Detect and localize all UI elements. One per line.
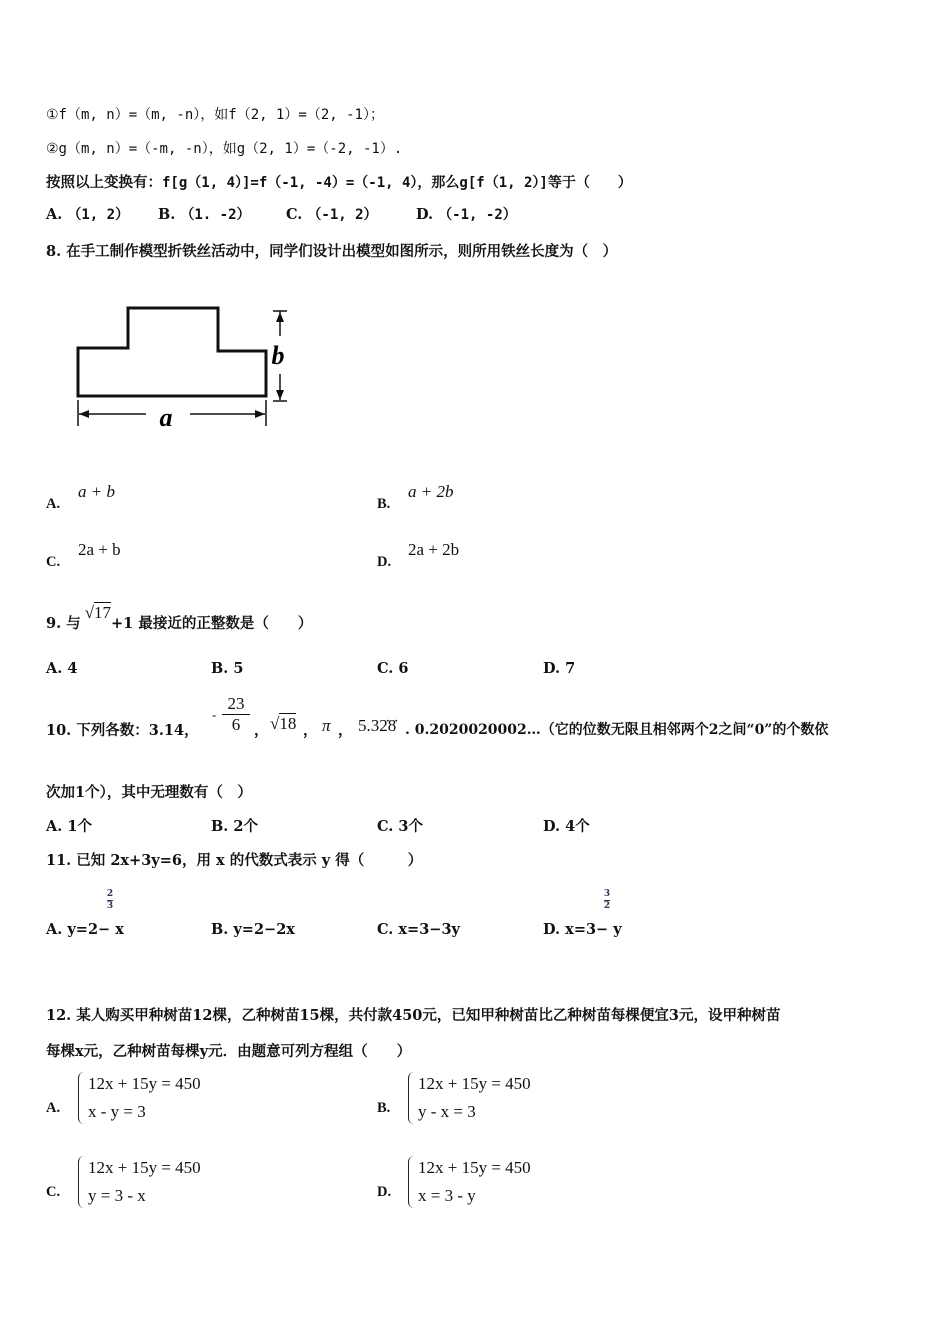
q10-option-d[interactable] xyxy=(543,815,590,836)
equation-1: 12x + 15y = 450 xyxy=(88,1074,201,1093)
q10-stem-suffix: . 0.2020020002…（它的位数无限且相邻两个2之间“0”的个数依 xyxy=(405,722,829,738)
option-text: （1, 2） xyxy=(67,207,130,223)
option-text: 1个 xyxy=(67,818,92,835)
option-text: 4 xyxy=(67,660,78,677)
q9-option-a[interactable] xyxy=(46,660,77,677)
option-label: D. xyxy=(416,206,434,223)
label-a: a xyxy=(159,403,173,432)
fraction-numerator: 2 xyxy=(106,889,114,899)
option-label: D. xyxy=(543,818,561,835)
option-label: A. xyxy=(46,921,63,938)
f-rule: ①f（m, n）=（m, -n），如f（2, 1）=（2, -1）； xyxy=(46,107,384,123)
option-label: B. xyxy=(211,818,229,835)
option-text: x=3− y xyxy=(565,921,622,938)
q10-minus: - xyxy=(212,707,217,722)
q11-option-b[interactable] xyxy=(211,921,295,938)
g-rule: ②g（m, n）=（-m, -n），如g（2, 1）=（-2, -1）. xyxy=(46,141,403,157)
q8-option-a-label[interactable]: A. xyxy=(46,496,61,512)
q10-stem-line2: 次加1个），其中无理数有（ ） xyxy=(46,784,252,801)
q8-stem: 8. 在手工制作模型折铁丝活动中，同学们设计出模型如图所示，则所用铁丝长度为（ ） xyxy=(46,243,618,260)
option-text: 7 xyxy=(565,660,576,677)
q8-option-d-expr: 2a + 2b xyxy=(408,540,460,559)
q10-sep: ， xyxy=(303,722,318,739)
q10-sqrt18 xyxy=(270,714,296,734)
q12-option-d-label[interactable]: D. xyxy=(377,1184,392,1200)
option-label: B. xyxy=(211,660,229,677)
equation-1: 12x + 15y = 450 xyxy=(88,1158,201,1177)
q12-option-a-system xyxy=(78,1070,201,1126)
q11-option-c[interactable] xyxy=(377,921,460,938)
option-label: D. xyxy=(543,660,561,677)
option-label: C. xyxy=(286,206,303,223)
fraction-numerator: 23 xyxy=(227,694,245,713)
option-text: 3个 xyxy=(398,818,423,835)
q10-option-b[interactable] xyxy=(211,815,258,836)
option-label: C. xyxy=(377,818,394,835)
equation-1: 12x + 15y = 450 xyxy=(418,1158,531,1177)
fraction-numerator: 3 xyxy=(603,889,611,899)
option-text: 6 xyxy=(398,660,409,677)
option-text: 2个 xyxy=(233,818,258,835)
q9-stem xyxy=(46,603,313,633)
q11-option-d[interactable] xyxy=(543,921,622,938)
option-label: A. xyxy=(46,660,63,677)
radical-icon: √ xyxy=(84,603,95,622)
option-label: C. xyxy=(377,921,394,938)
radicand: 18 xyxy=(279,714,297,733)
brace-icon xyxy=(78,1156,85,1208)
fraction-denominator: 2 xyxy=(603,901,611,911)
q10-stem-prefix: 10. 下列各数：3.14， xyxy=(46,722,199,739)
q9-option-b[interactable] xyxy=(211,660,243,677)
q11-stem: 11. 已知 2x+3y=6，用 x 的代数式表示 y 得（ ） xyxy=(46,852,423,869)
q10-repeating-decimal: 5.32̇8̇ xyxy=(358,716,397,735)
q10-sep: ， xyxy=(338,722,353,739)
q11-d-fraction xyxy=(602,890,612,911)
q8-option-b-expr: a + 2b xyxy=(408,482,454,501)
q8-option-c-label[interactable]: C. xyxy=(46,554,61,570)
q7-option-c[interactable] xyxy=(286,204,378,224)
option-text: （1. -2） xyxy=(180,207,251,223)
arrowhead-icon xyxy=(255,410,265,418)
transform-expr: f[g（1, 4）]=f（-1, -4）=（-1, 4），那么g[f（1, 2）]等于（ ） xyxy=(162,175,632,191)
equation-2: y = 3 - x xyxy=(88,1186,146,1205)
arrowhead-icon xyxy=(276,312,284,322)
arrowhead-icon xyxy=(79,410,89,418)
option-label: A. xyxy=(46,818,63,835)
q12-option-b-system xyxy=(408,1070,531,1126)
q9-suffix: +1 最接近的正整数是（ ） xyxy=(111,615,313,632)
option-text: （-1, 2） xyxy=(307,207,378,223)
q8-option-c-expr: 2a + b xyxy=(78,540,121,559)
brace-icon xyxy=(408,1156,415,1208)
option-text: 5 xyxy=(233,660,244,677)
q12-option-a-label[interactable]: A. xyxy=(46,1100,61,1116)
fraction-denominator: 6 xyxy=(222,714,250,735)
q12-option-c-system xyxy=(78,1154,201,1210)
q9-option-c[interactable] xyxy=(377,660,409,677)
equation-2: y - x = 3 xyxy=(418,1102,476,1121)
q12-stem-line1: 12. 某人购买甲种树苗12棵，乙种树苗15棵，共付款450元，已知甲种树苗比乙种树苗每棵便宜3元，设甲种树苗 xyxy=(46,1007,781,1024)
wire-outline xyxy=(78,308,266,396)
q10-fraction xyxy=(222,694,250,735)
option-label: C. xyxy=(377,660,394,677)
q12-stem-line2: 每棵x元，乙种树苗每棵y元．由题意可列方程组（ ） xyxy=(46,1043,412,1060)
q7-option-b[interactable] xyxy=(158,204,251,224)
option-text: x=3−3y xyxy=(398,921,460,938)
q11-option-a[interactable] xyxy=(46,921,124,938)
option-text: y=2−2x xyxy=(233,921,295,938)
wire-model-figure xyxy=(66,296,306,436)
radical-icon: √ xyxy=(270,714,280,733)
equation-2: x = 3 - y xyxy=(418,1186,476,1205)
transform-prefix: 按照以上变换有： xyxy=(46,174,162,191)
label-b: b xyxy=(271,341,285,370)
q12-option-b-label[interactable]: B. xyxy=(377,1100,391,1116)
option-label: B. xyxy=(211,921,229,938)
radicand: 17 xyxy=(94,603,112,622)
q9-option-d[interactable] xyxy=(543,660,575,677)
q8-option-b-label[interactable]: B. xyxy=(377,496,391,512)
option-text: （-1, -2） xyxy=(438,207,517,223)
q10-sep: ， xyxy=(254,722,269,739)
option-label: A. xyxy=(46,206,63,223)
q7-option-d[interactable] xyxy=(416,204,517,224)
fraction-denominator: 3 xyxy=(106,901,114,911)
q12-option-d-system xyxy=(408,1154,531,1210)
brace-icon xyxy=(408,1072,415,1124)
transform-line xyxy=(46,171,632,192)
sqrt-expression xyxy=(85,603,111,622)
q8-option-d-label[interactable]: D. xyxy=(377,554,392,570)
option-label: D. xyxy=(543,921,561,938)
option-text: 4个 xyxy=(565,818,590,835)
q12-option-c-label[interactable]: C. xyxy=(46,1184,61,1200)
option-label: B. xyxy=(158,206,176,223)
q9-prefix: 9. 与 xyxy=(46,615,81,632)
q8-option-a-expr: a + b xyxy=(78,482,115,501)
equation-2: x - y = 3 xyxy=(88,1102,146,1121)
q10-option-a[interactable] xyxy=(46,815,92,836)
equation-1: 12x + 15y = 450 xyxy=(418,1074,531,1093)
q11-a-fraction xyxy=(105,890,115,911)
option-text: y=2− x xyxy=(67,921,124,938)
brace-icon xyxy=(78,1072,85,1124)
q7-option-a[interactable] xyxy=(46,204,129,224)
arrowhead-icon xyxy=(276,390,284,400)
q10-option-c[interactable] xyxy=(377,815,423,836)
q10-pi: π xyxy=(322,716,331,735)
